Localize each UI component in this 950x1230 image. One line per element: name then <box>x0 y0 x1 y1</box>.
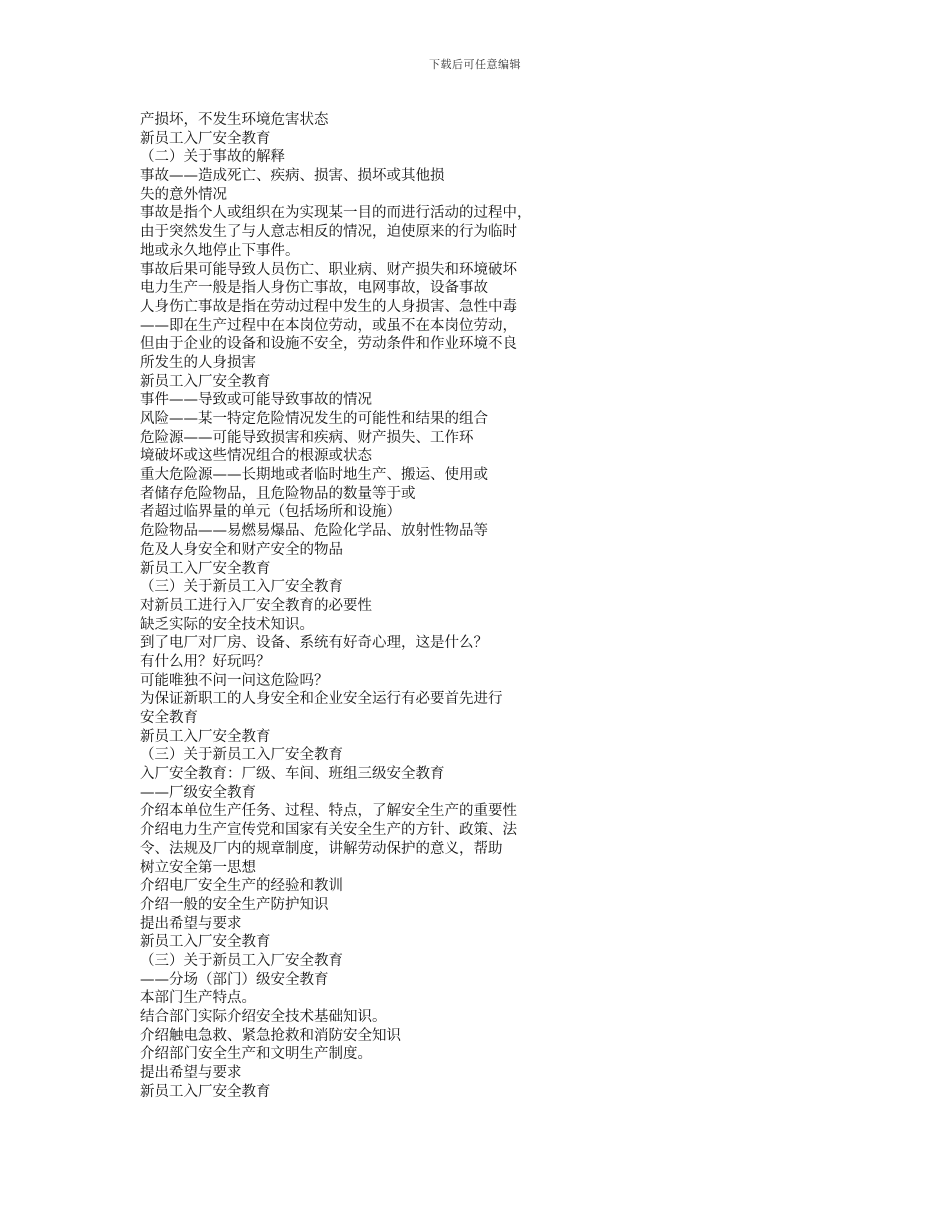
text-line: 对新员工进行入厂安全教育的必要性 <box>140 597 372 614</box>
text-line: 树立安全第一思想 <box>140 859 256 876</box>
text-line: 失的意外情况 <box>140 186 227 203</box>
text-line: 但由于企业的设备和设施不安全，劳动条件和作业环境不良 <box>140 336 517 353</box>
text-line: 电力生产一般是指人身伤亡事故，电网事故，设备事故 <box>140 280 488 297</box>
text-line: 由于突然发生了与人意志相反的情况，迫使原来的行为临时 <box>140 224 517 241</box>
section-title: 新员工入厂安全教育 <box>140 1083 271 1100</box>
text-line: 为保证新职工的人身安全和企业安全运行有必要首先进行 <box>140 691 503 708</box>
text-line: 产损坏，不发生环境危害状态 <box>140 112 329 128</box>
text-line: 结合部门实际介绍安全技术基础知识。 <box>140 1009 387 1025</box>
text-line: 人身伤亡事故是指在劳动过程中发生的人身损害、急性中毒 <box>140 298 517 315</box>
text-line: 介绍电厂安全生产的经验和教训 <box>140 878 343 895</box>
section-title: 新员工入厂安全教育 <box>140 130 271 147</box>
subsection-heading: （三）关于新员工入厂安全教育 <box>140 579 343 596</box>
text-line: 危险源——可能导致损害和疾病、财产损失、工作环 <box>140 429 474 446</box>
text-line: ——分场（部门）级安全教育 <box>140 971 329 988</box>
text-line: 事件——导致或可能导致事故的情况 <box>140 392 372 409</box>
text-line: 境破坏或这些情况组合的根源或状态 <box>140 448 372 465</box>
subsection-heading: （三）关于新员工入厂安全教育 <box>140 952 343 969</box>
page-header: 下载后可任意编辑 <box>429 58 521 71</box>
text-line: 介绍部门安全生产和文明生产制度。 <box>140 1046 372 1063</box>
text-line: 入厂安全教育：厂级、车间、班组三级安全教育 <box>140 766 445 783</box>
text-line: 事故后果可能导致人员伤亡、职业病、财产损失和环境破坏 <box>140 261 517 278</box>
text-line: 提出希望与要求 <box>140 915 242 932</box>
subsection-heading: （二）关于事故的解释 <box>140 149 285 166</box>
text-line: 本部门生产特点。 <box>140 990 256 1007</box>
text-line: 危及人身安全和财产安全的物品 <box>140 541 343 558</box>
text-line: 介绍触电急救、紧急抢救和消防安全知识 <box>140 1027 401 1044</box>
text-line: 所发生的人身损害 <box>140 354 256 371</box>
section-title: 新员工入厂安全教育 <box>140 934 271 951</box>
text-line: 介绍一般的安全生产防护知识 <box>140 896 329 913</box>
text-line: ——厂级安全教育 <box>140 784 256 801</box>
text-line: ——即在生产过程中在本岗位劳动，或虽不在本岗位劳动， <box>140 317 517 334</box>
section-title: 新员工入厂安全教育 <box>140 373 271 390</box>
subsection-heading: （三）关于新员工入厂安全教育 <box>140 747 343 764</box>
text-line: 到了电厂对厂房、设备、系统有好奇心理，这是什么？ <box>140 635 488 652</box>
section-title: 新员工入厂安全教育 <box>140 728 271 745</box>
text-line: 缺乏实际的安全技术知识。 <box>140 616 314 633</box>
text-line: 危险物品——易燃易爆品、危险化学品、放射性物品等 <box>140 523 488 540</box>
text-line: 介绍本单位生产任务、过程、特点，了解安全生产的重要性 <box>140 803 517 820</box>
text-line: 事故是指个人或组织在为实现某一目的而进行活动的过程中， <box>140 205 532 222</box>
text-line: 令、法规及厂内的规章制度，讲解劳动保护的意义，帮助 <box>140 840 503 857</box>
text-line: 介绍电力生产宣传党和国家有关安全生产的方针、政策、法 <box>140 822 517 839</box>
document-body <box>140 111 860 1101</box>
text-line: 风险——某一特定危险情况发生的可能性和结果的组合 <box>140 411 488 427</box>
section-title: 新员工入厂安全教育 <box>140 560 271 577</box>
text-line: 有什么用？好玩吗？ <box>140 653 271 670</box>
text-line: 者储存危险物品，且危险物品的数量等于或 <box>140 485 416 502</box>
text-line: 提出希望与要求 <box>140 1065 242 1082</box>
text-line: 重大危险源——长期地或者临时地生产、搬运、使用或 <box>140 467 488 484</box>
text-line: 安全教育 <box>140 710 198 726</box>
text-line: 地或永久地停止下事件。 <box>140 242 300 259</box>
text-line: 者超过临界量的单元（包括场所和设施） <box>140 504 401 521</box>
text-line: 可能唯独不问一问这危险吗？ <box>140 672 329 689</box>
text-line: 事故——造成死亡、疾病、损害、损坏或其他损 <box>140 168 445 185</box>
